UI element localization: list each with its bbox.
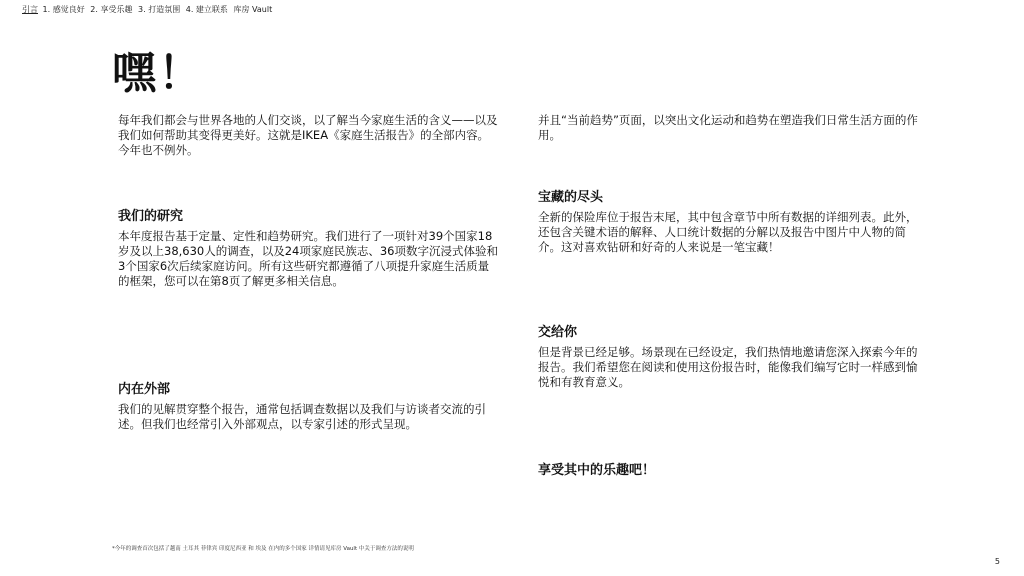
trends-section [538,113,918,143]
intro-section [118,113,498,158]
research-paragraph: 本年度报告基于定量、定性和趋势研究。我们进行了一项针对39个国家18岁及以上38,630人的调查，以及24项家庭民族志、36项数字沉浸式体验和3个国家6次后续家庭访问。所有这些研究都遵循了八项提升家庭生活质量的框架，您可以在第8页了解更多相关信息。 [118,229,499,288]
outside-section [118,382,498,432]
research-section [118,209,498,289]
trends-paragraph: 并且“当前趋势”页面，以突出文化运动和趋势在塑造我们日常生活方面的作用。 [538,113,918,142]
nav-link-feel-good[interactable]: 1. 感觉良好 [42,5,85,14]
research-heading: 我们的研究 [118,209,184,224]
nav-link-set-the-mood[interactable]: 3. 打造氛围 [138,5,181,14]
handover-paragraph: 但是背景已经足够。场景现在已经设定，我们热情地邀请您深入探索今年的报告。我们希望您在阅读和使用这份报告时，能像我们编写它时一样感到愉悦和有教育意义。 [538,345,918,389]
treasure-section [538,190,918,255]
closing-line: 享受其中的乐趣吧！ [538,463,656,478]
handover-section [538,325,918,390]
footnote: *今年的调查首次包括了越南 土耳其 菲律宾 印度尼西亚 和 埃及 在内的多个国家 详情请见库房 Vault 中关于调查方法的说明 [112,546,414,552]
intro-paragraph: 每年我们都会与世界各地的人们交谈，以了解当今家庭生活的含义——以及我们如何帮助其变得更美好。这就是IKEA《家庭生活报告》的全部内容。今年也不例外。 [118,113,498,157]
treasure-paragraph: 全新的保险库位于报告末尾，其中包含章节中所有数据的详细列表。此外，还包含关键术语的解释、人口统计数据的分解以及报告中图片中人物的简介。这对喜欢钻研和好奇的人来说是一笔宝藏！ [538,210,918,254]
nav-link-connect[interactable]: 4. 建立联系 [185,5,228,14]
outside-paragraph: 我们的见解贯穿整个报告，通常包括调查数据以及我们与访谈者交流的引述。但我们也经常引入外部观点，以专家引述的形式呈现。 [118,402,486,431]
treasure-heading: 宝藏的尽头 [538,190,604,205]
page-title: 嘿！ [112,48,204,99]
chapter-nav [22,5,275,15]
nav-link-have-fun[interactable]: 2. 享受乐趣 [90,5,133,14]
outside-heading: 内在外部 [118,382,171,397]
page-number: 5 [994,557,1000,566]
nav-link-intro[interactable]: 引言 [22,5,38,14]
handover-heading: 交给你 [538,325,578,340]
nav-link-vault[interactable]: 库房 Vault [233,5,273,14]
